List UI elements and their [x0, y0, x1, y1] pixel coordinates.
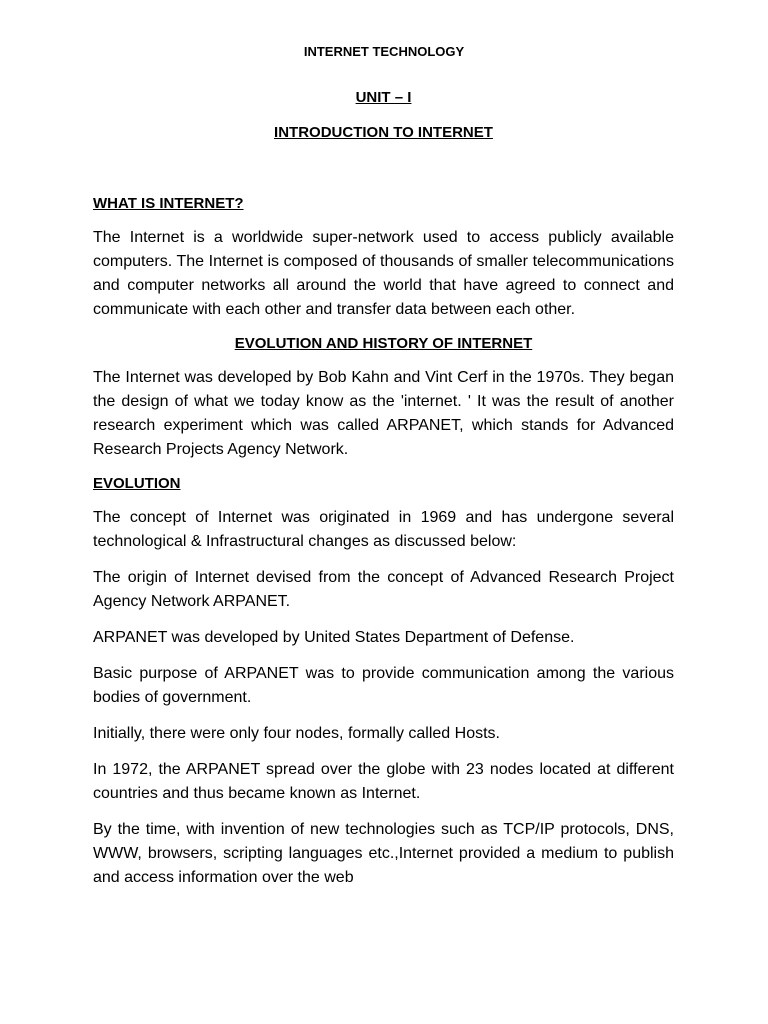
- paragraph-evolution-6: In 1972, the ARPANET spread over the globe with 23 nodes located at different countries and thus became known as Internet.: [93, 761, 674, 802]
- paragraph-evolution-2: The origin of Internet devised from the concept of Advanced Research Project Agency Network ARPANET.: [93, 569, 674, 610]
- section-heading-evolution: EVOLUTION: [93, 475, 181, 492]
- paragraph-evolution-4: Basic purpose of ARPANET was to provide communication among the various bodies of government.: [93, 665, 674, 706]
- paragraph-evolution-history: The Internet was developed by Bob Kahn and Vint Cerf in the 1970s. They began the design of what we today know as the 'internet. ' It was the result of another research experiment which was called ARPANET, which stands for Advanced Research Projects Agency Network.: [93, 369, 674, 458]
- section-heading-evolution-history: EVOLUTION AND HISTORY OF INTERNET: [234, 335, 533, 352]
- paragraph-what-is-internet: The Internet is a worldwide super-network used to access publicly available computers. The Internet is composed of thousands of smaller telecommunications and computer networks all around the world that have agreed to connect and communicate with each other and transfer data between each other.: [93, 229, 674, 318]
- paragraph-evolution-7: By the time, with invention of new technologies such as TCP/IP protocols, DNS, WWW, browsers, scripting languages etc.,Internet provided a medium to publish and access information over the web: [93, 821, 674, 886]
- chapter-title: INTRODUCTION TO INTERNET: [274, 124, 493, 141]
- unit-title: UNIT – I: [355, 89, 412, 106]
- paragraph-evolution-1: The concept of Internet was originated in 1969 and has undergone several technological & Infrastructural changes as discussed below:: [93, 509, 674, 550]
- document-body: [93, 88, 674, 902]
- page-header: INTERNET TECHNOLOGY: [303, 44, 465, 59]
- section-heading-what-is-internet: WHAT IS INTERNET?: [93, 195, 244, 212]
- paragraph-evolution-5: Initially, there were only four nodes, formally called Hosts.: [93, 725, 500, 742]
- paragraph-evolution-3: ARPANET was developed by United States Department of Defense.: [93, 629, 575, 646]
